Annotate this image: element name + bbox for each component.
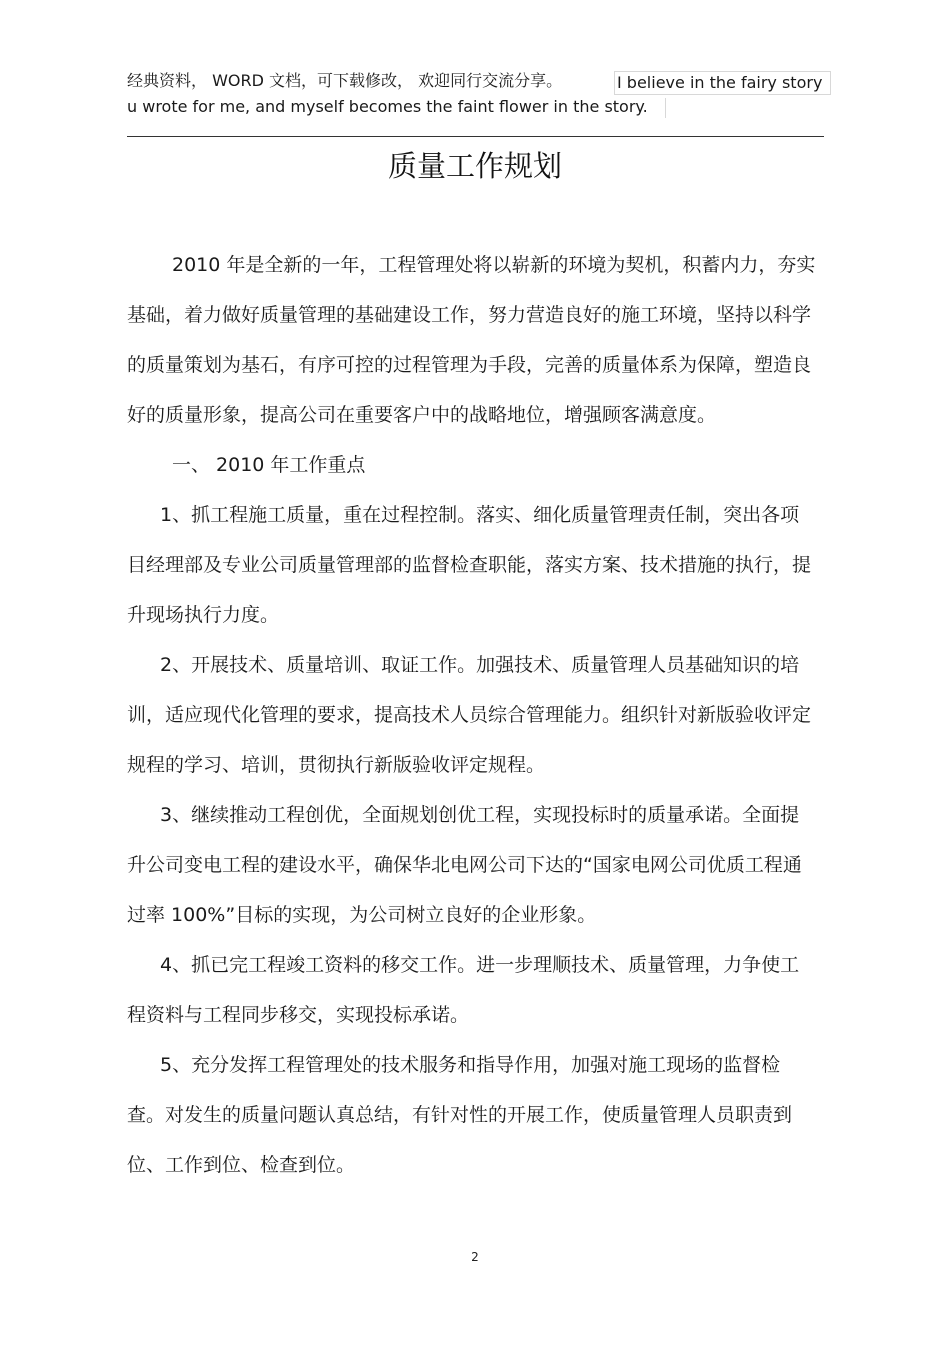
page-number: 2 <box>471 1250 479 1264</box>
header-english-line: u wrote for me, and myself becomes the faint flower in the story. <box>127 97 648 116</box>
header-english-box: I believe in the fairy story <box>614 71 831 95</box>
list-item: 4、抓已完工程竣工资料的移交工作。进一步理顺技术、质量管理，力争使工程资料与工程同步移交，实现投标承诺。 <box>127 954 800 1026</box>
intro-paragraph: 2010 年是全新的一年，工程管理处将以崭新的环境为契机，积蓄内力，夯实基础，着力做好质量管理的基础建设工作，努力营造良好的施工环境，坚持以科学的质量策划为基石，有序可控的过程管理为手段，完善的质量体系为保障，塑造良好的质量形象，提高公司在重要客户中的战略地位，增强顾客满意度。 <box>127 254 816 426</box>
document-title: 质量工作规划 <box>387 149 562 183</box>
list-item: 3、继续推动工程创优，全面规划创优工程，实现投标时的质量承诺。全面提升公司变电工程的建设水平，确保华北电网公司下达的“国家电网公司优质工程通过率 100%”目标的实现，为公司树立良好的企业形象。 <box>127 804 802 926</box>
header-divider-mark <box>665 98 666 118</box>
header-notice-text: 经典资料， WORD 文档，可下载修改， 欢迎同行交流分享。 <box>127 71 563 90</box>
document-body <box>127 240 817 1190</box>
list-item: 2、开展技术、质量培训、取证工作。加强技术、质量管理人员基础知识的培训，适应现代化管理的要求，提高技术人员综合管理能力。组织针对新版验收评定规程的学习、培训，贯彻执行新版验收评定规程。 <box>127 654 812 776</box>
section-heading: 一、 2010 年工作重点 <box>172 454 366 476</box>
header-rule <box>127 136 824 137</box>
list-item: 5、充分发挥工程管理处的技术服务和指导作用，加强对施工现场的监督检查。对发生的质量问题认真总结，有针对性的开展工作，使质量管理人员职责到位、工作到位、检查到位。 <box>127 1054 793 1176</box>
list-item: 1、抓工程施工质量，重在过程控制。落实、细化质量管理责任制，突出各项目经理部及专业公司质量管理部的监督检查职能，落实方案、技术措施的执行，提升现场执行力度。 <box>127 504 812 626</box>
